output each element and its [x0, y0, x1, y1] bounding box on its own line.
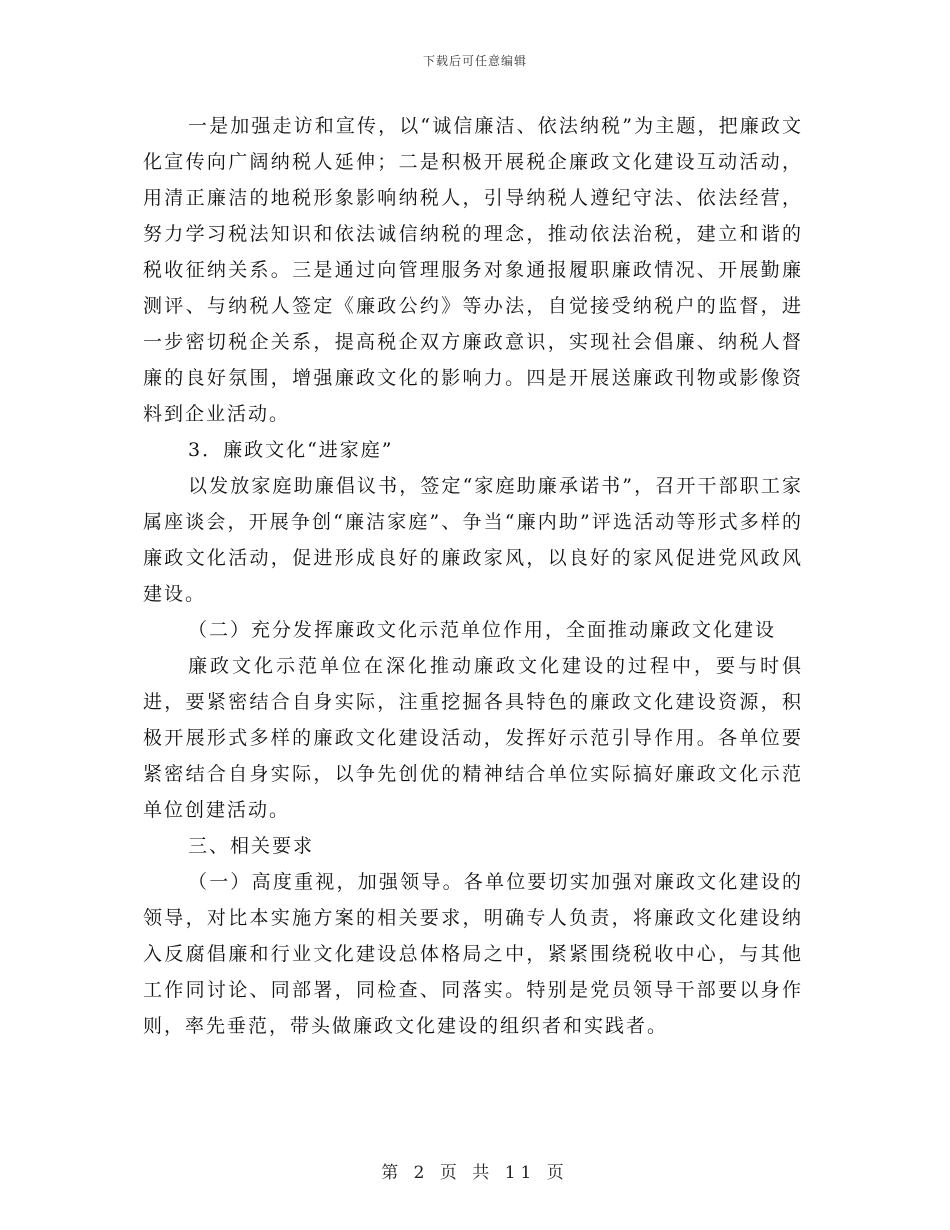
document-body	[143, 108, 803, 1044]
heading-requirements: 三、相关要求	[188, 835, 315, 857]
paragraph-family-activities: 以发放家庭助廉倡议书，签定“家庭助廉承诺书”，召开干部职工家属座谈会，开展争创“廉洁家庭”、争当“廉内助”评选活动等形式多样的廉政文化活动，促进形成良好的廉政家风，以良好的家风促进党风政风建设。	[143, 475, 803, 605]
paragraph-leadership: （一）高度重视，加强领导。各单位要切实加强对廉政文化建设的领导，对比本实施方案的相关要求，明确专人负责，将廉政文化建设纳入反腐倡廉和行业文化建设总体格局之中，紧紧围绕税收中心，与其他工作同讨论、同部署，同检查、同落实。特别是党员领导干部要以身作则，率先垂范，带头做廉政文化建设的组织者和实践者。	[143, 871, 803, 1037]
subheading-family: 3．廉政文化“进家庭”	[188, 439, 394, 461]
paragraph-demonstration-units: 廉政文化示范单位在深化推动廉政文化建设的过程中，要与时俱进，要紧密结合自身实际，注重挖掘各具特色的廉政文化建设资源，积极开展形式多样的廉政文化建设活动，发挥好示范引导作用。各单位要紧密结合自身实际，以争先创优的精神结合单位实际搞好廉政文化示范单位创建活动。	[143, 655, 803, 821]
paragraph-taxpayer-outreach: 一是加强走访和宣传，以“诚信廉洁、依法纳税”为主题，把廉政文化宣传向广阔纳税人延伸；二是积极开展税企廉政文化建设互动活动，用清正廉洁的地税形象影响纳税人，引导纳税人遵纪守法、依法经营，努力学习税法知识和依法诚信纳税的理念，推动依法治税，建立和谐的税收征纳关系。三是通过向管理服务对象通报履职廉政情况、开展勤廉测评、与纳税人签定《廉政公约》等办法，自觉接受纳税户的监督，进一步密切税企关系，提高税企双方廉政意识，实现社会倡廉、纳税人督廉的良好氛围，增强廉政文化的影响力。四是开展送廉政刊物或影像资料到企业活动。	[143, 115, 803, 425]
download-note: 下载后可任意编辑	[422, 54, 527, 68]
heading-demonstration-units: （二）充分发挥廉政文化示范单位作用，全面推动廉政文化建设	[188, 619, 777, 641]
page-number: 第 2 页 共 11 页	[381, 1163, 569, 1183]
